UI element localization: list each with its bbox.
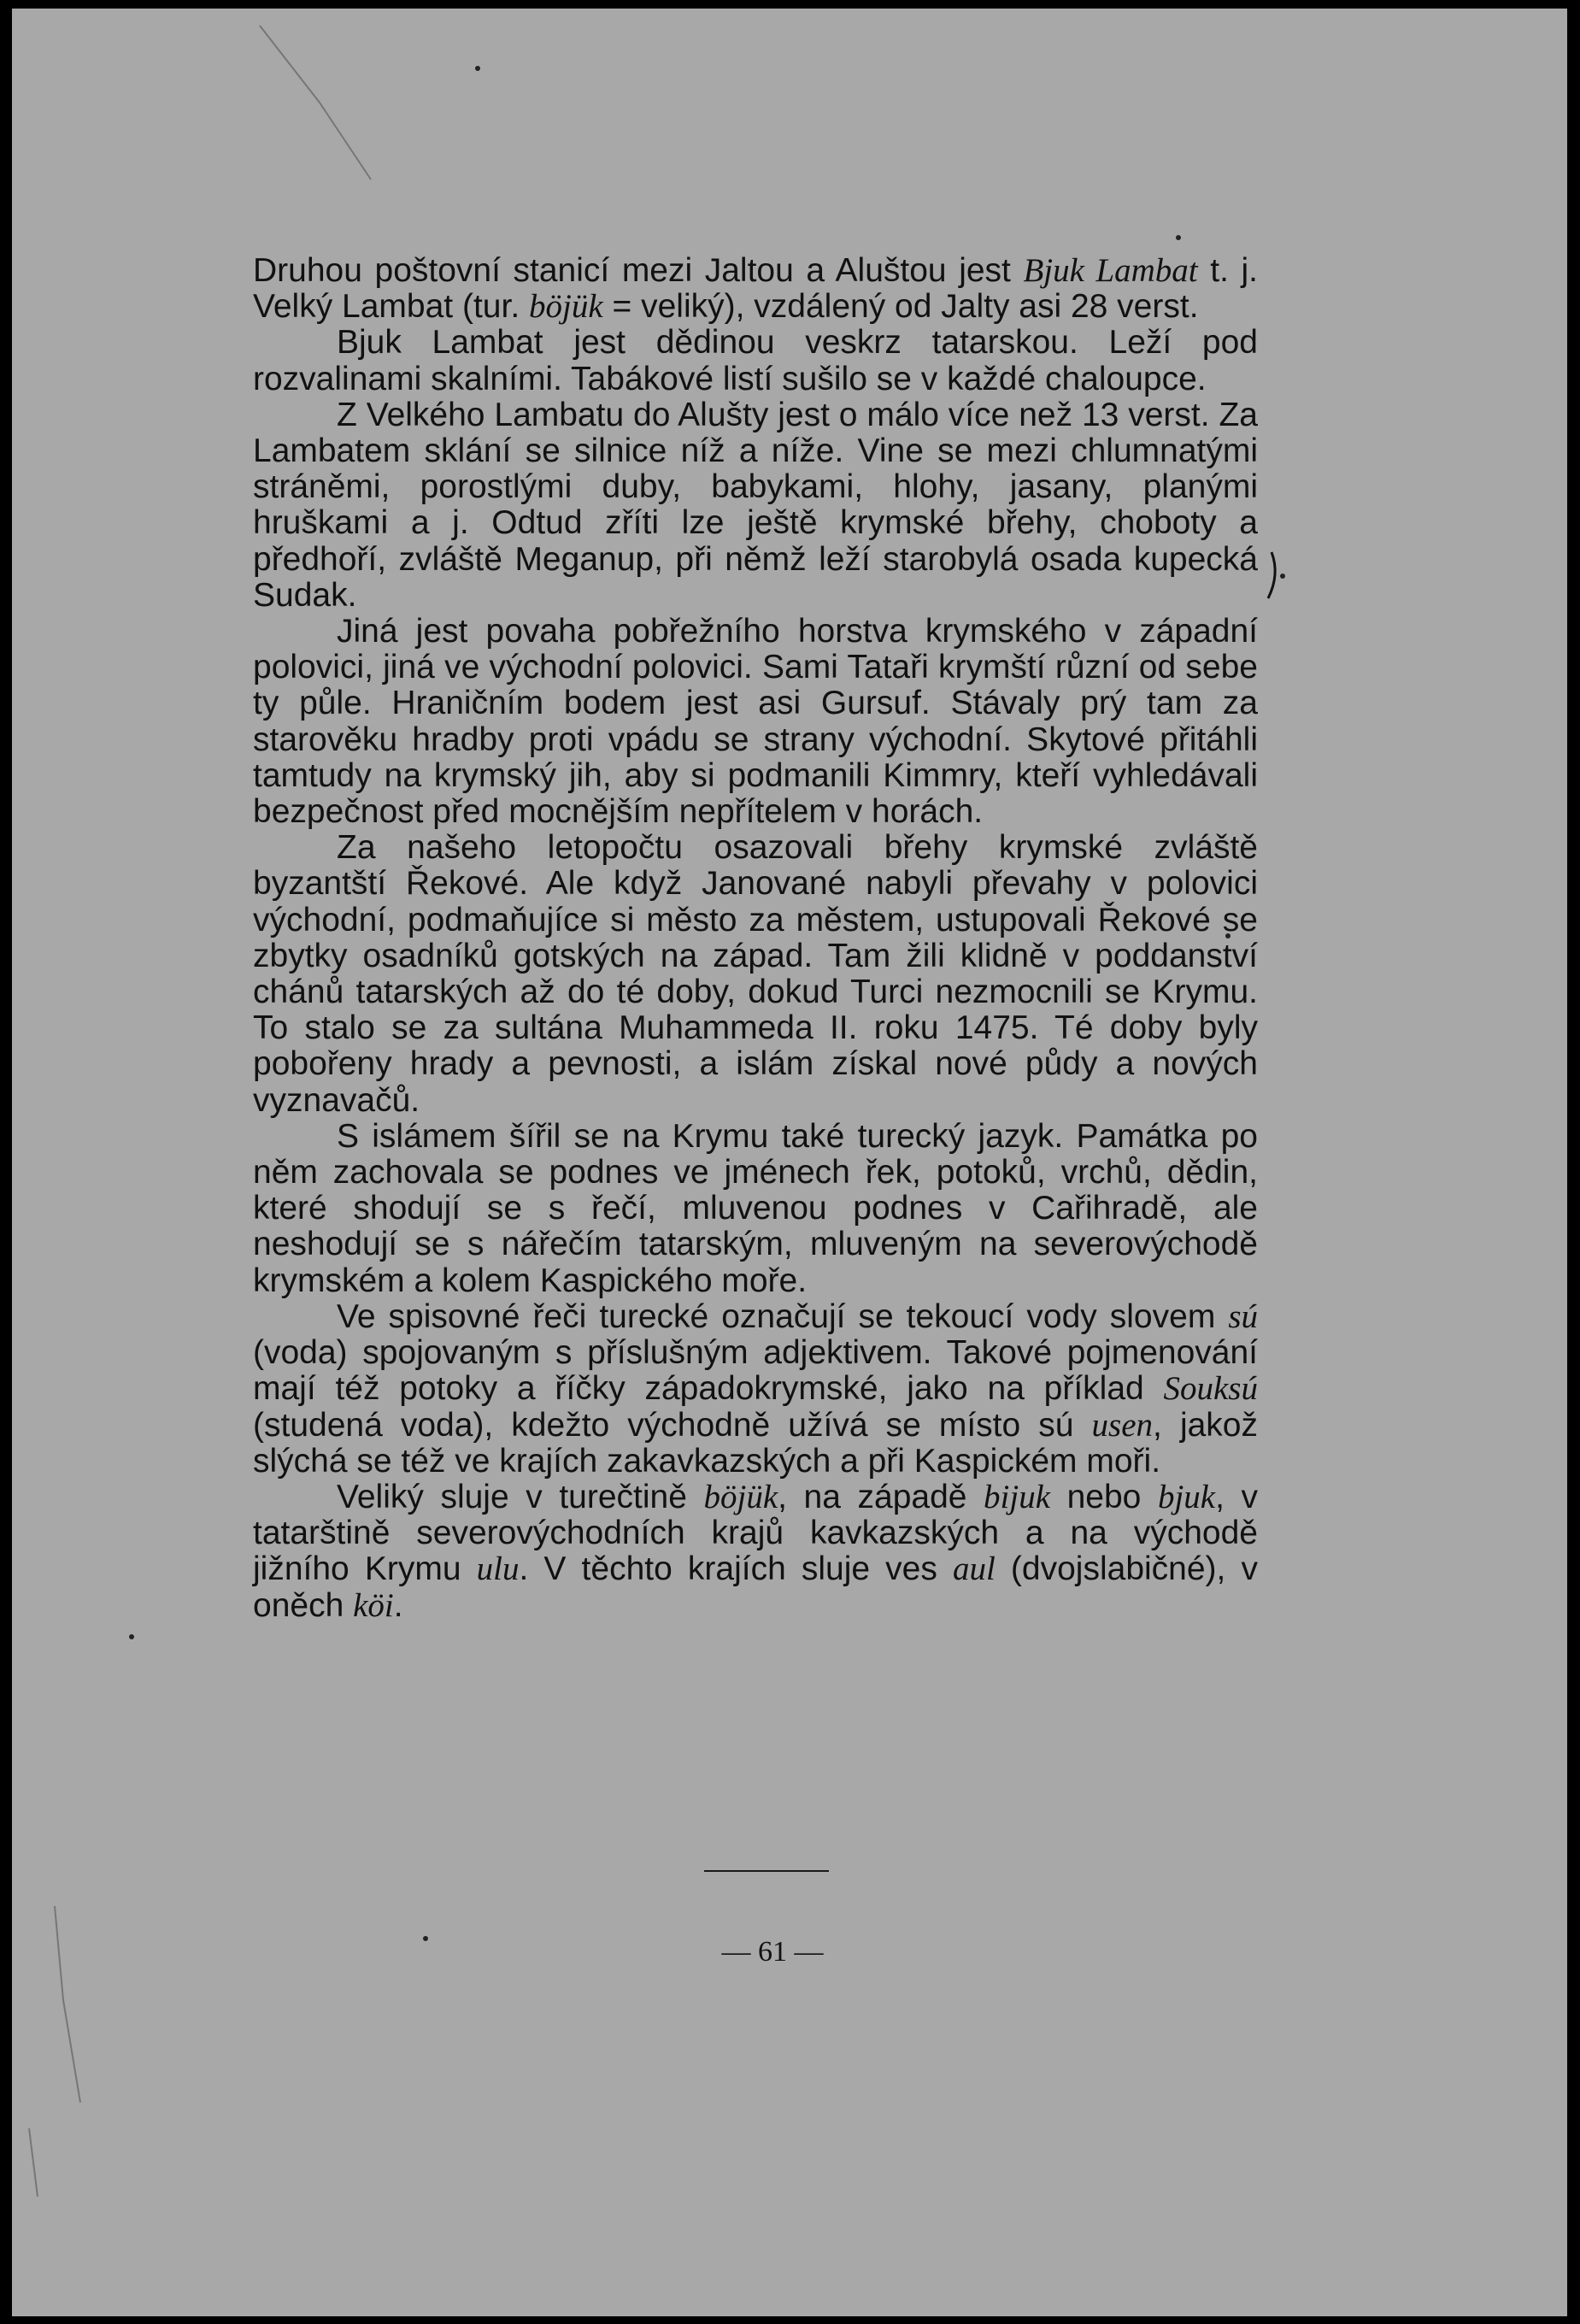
paragraph — [253, 397, 1258, 614]
text-run: t. j. Velký Lambat (tur. — [253, 252, 1259, 326]
paragraph — [253, 325, 1258, 397]
text-run: Jiná jest povaha pobřežního horstva krymského v západní polovici, jiná ve východní polovici. Sami Tataři krymští různí od sebe ty půle. Hraničním bodem jest asi Gursuf. Stávaly prý tam za starověku hradby proti vpádu se strany východní. Skytové přitáhli tamtudy na krymský jih, aby si podmanili Kimmry, kteří vyhledávali bezpečnost před mocnějším nepřítelem v horách. — [253, 613, 1258, 831]
paragraph — [253, 830, 1258, 1119]
text-run: , jakož slýchá se též ve krajích zakavkazských a při Kaspickém moři. — [253, 1406, 1258, 1480]
italic-term: aul — [952, 1550, 996, 1588]
text-run: . V těchto krajích sluje ves — [519, 1550, 953, 1588]
body-text — [253, 253, 1258, 1624]
paragraph — [253, 253, 1258, 325]
italic-term: köi — [353, 1586, 394, 1624]
italic-term: bjuk — [1157, 1478, 1216, 1515]
paragraph — [253, 1119, 1258, 1299]
paragraph — [253, 1480, 1258, 1624]
text-run: Z Velkého Lambatu do Alušty jest o málo více než 13 verst. Za Lambatem sklání se silnice níž a níže. Vine se mezi chlumnatými stráněmi, porostlými duby, babykami, hlohy, jasany, planými hruškami a j. Odtud zříti lze ještě krymské břehy, choboty a předhoří, zvláště Meganup, při němž leží starobylá osada kupecká Sudak. — [253, 396, 1258, 614]
page-number: — 61 — — [721, 1936, 824, 1968]
book-page — [12, 9, 1567, 2316]
italic-term: böjük — [703, 1478, 778, 1515]
text-run: Za našeho letopočtu osazovali břehy krymské zvláště byzantští Řekové. Ale když Janované nabyli převahy v polovici východní, podmaňujíce si město za městem, ustupovali Řekové se zbytky osadníků gotských na západ. Tam žili klidně v poddanství chánů tatarských až do té doby, dokud Turci nezmocnili se Krymu. To stalo se za sultána Muhammeda II. roku 1475. Té doby byly pobořeny hrady a pevnosti, a islám získal nové půdy a nových vyznavačů. — [253, 829, 1258, 1119]
text-run: Veliký sluje v turečtině — [337, 1478, 704, 1515]
paragraph — [253, 614, 1258, 830]
text-run: nebo — [1050, 1478, 1158, 1515]
paragraph — [253, 1299, 1258, 1480]
italic-term: bijuk — [984, 1478, 1051, 1515]
text-run: Ve spisovné řeči turecké označují se tekoucí vody slovem — [337, 1297, 1229, 1335]
italic-term: ulu — [476, 1550, 520, 1588]
text-run: S islámem šířil se na Krymu také turecký jazyk. Památka po něm zachovala se podnes ve jménech řek, potoků, vrchů, dědin, které shodují se s řečí, mluvenou podnes v Cařihradě, ale neshodují se s nářečím tatarským, mluveným na severovýchodě krymském a kolem Kaspického moře. — [253, 1117, 1258, 1299]
italic-term: usen — [1091, 1406, 1154, 1444]
text-run: = veliký), vzdálený od Jalty asi 28 verst. — [602, 288, 1199, 326]
text-run: Bjuk Lambat jest dědinou veskrz tatarskou. Leží pod rozvalinami skalními. Tabákové listí sušilo se v každé chaloupce. — [253, 324, 1258, 397]
italic-term: Souksú — [1163, 1370, 1258, 1408]
text-run: (studená voda), kdežto východně užívá se místo sú — [253, 1406, 1092, 1444]
text-run: Druhou poštovní stanicí mezi Jaltou a Aluštou jest — [253, 252, 1024, 289]
italic-term: böjük — [529, 288, 603, 326]
text-run: , na západě — [778, 1478, 984, 1515]
italic-term: Bjuk Lambat — [1023, 252, 1198, 289]
text-run: (dvojslabičné), v oněch — [253, 1550, 1258, 1624]
italic-term: sú — [1228, 1297, 1258, 1335]
footer-rule — [704, 1870, 829, 1872]
text-run: , v tatarštině severovýchodních krajů kavkazských a na východě jižního Krymu — [253, 1478, 1259, 1588]
text-run: (voda) spojovaným s příslušným adjektivem. Takové pojmenování mají též potoky a říčky západokrymské, jako na příklad — [253, 1334, 1258, 1408]
text-run: . — [393, 1586, 403, 1624]
